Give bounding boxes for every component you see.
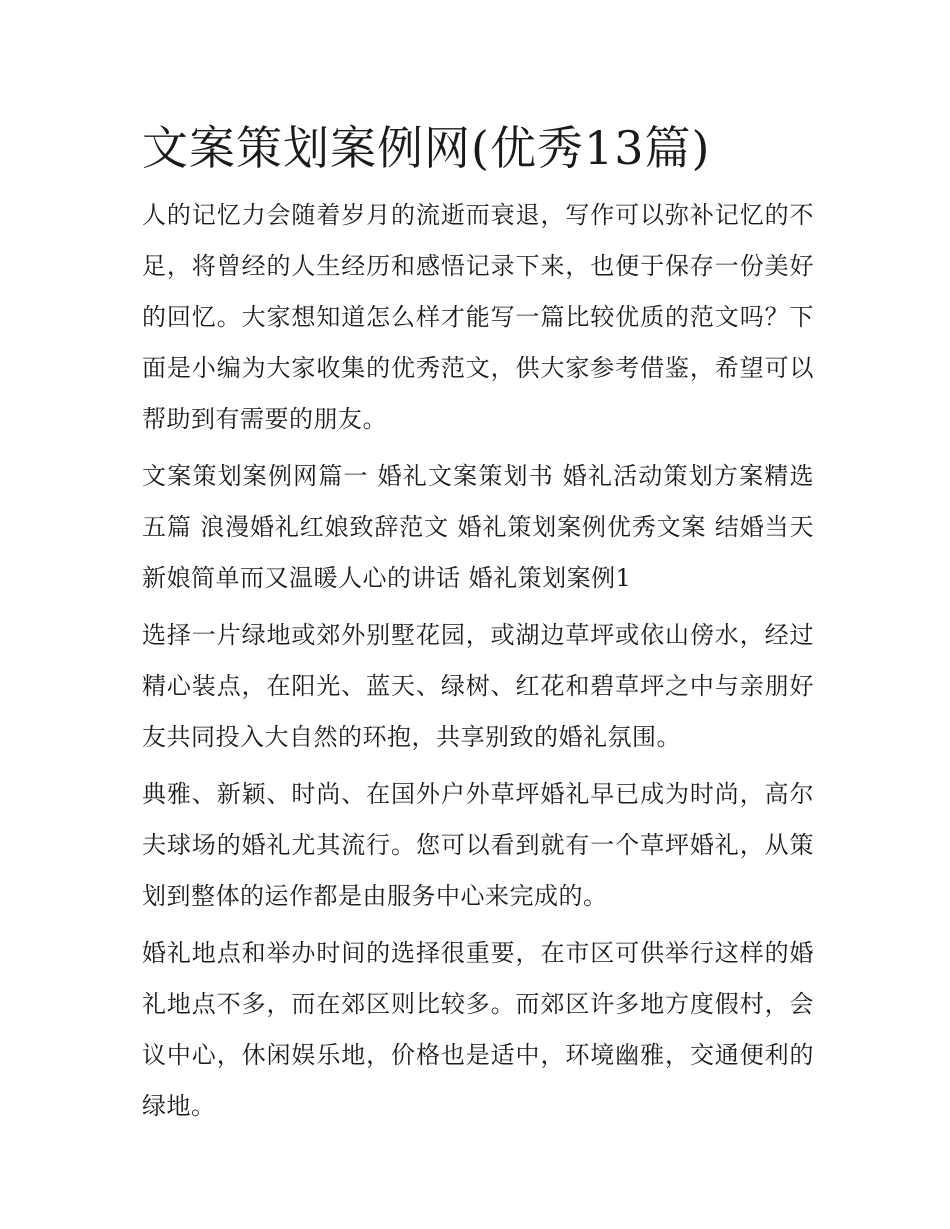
document-page	[142, 112, 814, 1138]
body-paragraph-location: 婚礼地点和举办时间的选择很重要，在市区可供举行这样的婚礼地点不多，而在郊区则比较多。而郊区许多地方度假村，会议中心，休闲娱乐地，价格也是适中，环境幽雅，交通便利的绿地。	[142, 939, 814, 1120]
section-heading-paragraph: 文案策划案例网篇一 婚礼文案策划书 婚礼活动策划方案精选五篇 浪漫婚礼红娘致辞范文 婚礼策划案例优秀文案 结婚当天新娘简单而又温暖人心的讲话 婚礼策划案例1	[142, 462, 814, 592]
body-paragraph-style: 典雅、新颖、时尚、在国外户外草坪婚礼早已成为时尚，高尔夫球场的婚礼尤其流行。您可以看到就有一个草坪婚礼，从策划到整体的运作都是由服务中心来完成的。	[142, 780, 814, 910]
intro-paragraph: 人的记忆力会随着岁月的流逝而衰退，写作可以弥补记忆的不足，将曾经的人生经历和感悟记录下来，也便于保存一份美好的回忆。大家想知道怎么样才能写一篇比较优质的范文吗？下面是小编为大家收集的优秀范文，供大家参考借鉴，希望可以帮助到有需要的朋友。	[142, 201, 814, 433]
body-paragraph-venue: 选择一片绿地或郊外别墅花园，或湖边草坪或依山傍水，经过精心装点，在阳光、蓝天、绿树、红花和碧草坪之中与亲朋好友共同投入大自然的环抱，共享别致的婚礼氛围。	[142, 621, 814, 751]
document-title: 文案策划案例网(优秀13篇)	[142, 121, 711, 175]
